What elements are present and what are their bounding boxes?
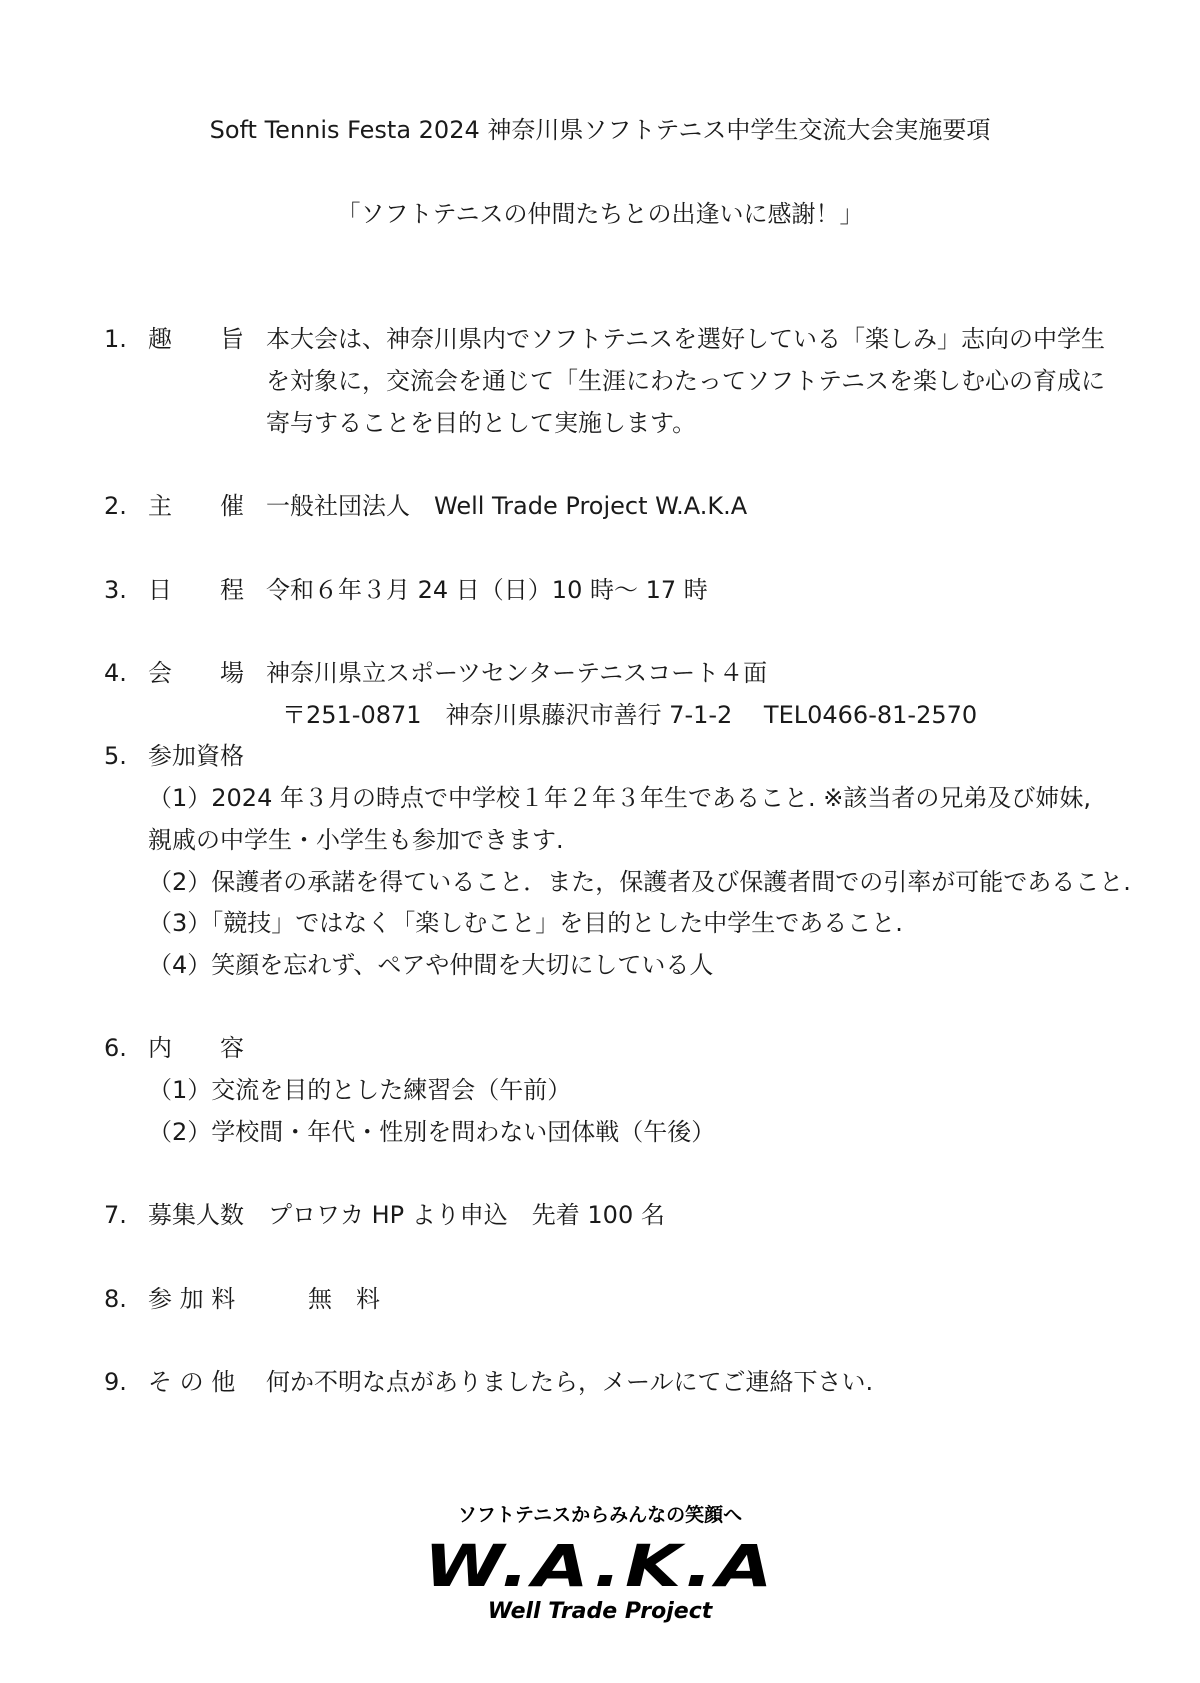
section-number: 9. [104, 1368, 127, 1396]
logo-subtitle: Well Trade Project [487, 1599, 713, 1624]
section-number: 4. [104, 659, 127, 687]
document-subtitle: 「ソフトテニスの仲間たちとの出逢いに感謝！」 [336, 200, 864, 228]
section-number: 3. [104, 576, 127, 604]
other-value: 何か不明な点がありましたら，メールにてご連絡下さい. [266, 1368, 874, 1396]
section-label-part: 容 [220, 1034, 244, 1062]
section-label-part: 日 [148, 576, 172, 604]
section-number: 8. [104, 1285, 127, 1313]
eligibility-item: （4）笑顔を忘れず、ペアや仲間を大切にしている人 [148, 951, 714, 979]
eligibility-item: （1）2024 年３月の時点で中学校１年２年３年生であること. ※該当者の兄弟及び姉妹, [148, 784, 1091, 812]
section-number: 7. [104, 1201, 127, 1229]
purpose-line: を対象に，交流会を通じて「生涯にわたってソフトテニスを楽しむ心の育成に [266, 367, 1106, 395]
contents-item: （2）学校間・年代・性別を問わない団体戦（午後） [148, 1118, 716, 1146]
section-number: 1. [104, 325, 127, 353]
fee-value: 無 料 [308, 1285, 380, 1313]
section-label: そ の 他 [148, 1368, 236, 1396]
document-title: Soft Tennis Festa 2024 神奈川県ソフトテニス中学生交流大会実施要項 [209, 116, 991, 144]
organizer-value: 一般社団法人 Well Trade Project W.A.K.A [266, 492, 748, 520]
capacity-value: プロワカ HP より申込 先着 100 名 [268, 1201, 665, 1229]
eligibility-item: 親戚の中学生・小学生も参加できます. [148, 826, 564, 854]
section-number: 5. [104, 742, 127, 770]
venue-address: 〒251-0871 神奈川県藤沢市善行 7-1-2 TEL0466-81-2570 [282, 701, 978, 729]
section-label-part: 趣 [148, 325, 172, 353]
venue-value: 神奈川県立スポーツセンターテニスコート４面 [266, 659, 768, 687]
logo-tagline: ソフトテニスからみんなの笑顔へ [457, 1504, 743, 1526]
section-label-part: 場 [220, 659, 244, 687]
section-label-part: 程 [220, 576, 244, 604]
section-label: 募集人数 [148, 1201, 244, 1229]
contents-item: （1）交流を目的とした練習会（午前） [148, 1076, 572, 1104]
section-label-part: 内 [148, 1034, 172, 1062]
eligibility-item: （2）保護者の承諾を得ていること．また，保護者及び保護者間での引率が可能であること. [148, 868, 1131, 896]
purpose-line: 寄与することを目的として実施します。 [266, 409, 697, 437]
section-number: 2. [104, 492, 127, 520]
section-label-part: 会 [148, 659, 172, 687]
section-label: 参 加 料 [148, 1285, 236, 1313]
schedule-value: 令和６年３月 24 日（日）10 時～ 17 時 [266, 576, 708, 604]
eligibility-item: （3）「競技」ではなく「楽しむこと」を目的とした中学生であること. [148, 909, 903, 937]
section-label-part: 旨 [220, 325, 244, 353]
waka-logo: W.A.K.A [423, 1532, 777, 1600]
purpose-line: 本大会は、神奈川県内でソフトテニスを選好している「楽しみ」志向の中学生 [266, 325, 1106, 353]
section-label: 参加資格 [148, 742, 244, 770]
section-number: 6. [104, 1034, 127, 1062]
section-label-part: 主 [148, 492, 172, 520]
section-label-part: 催 [220, 492, 244, 520]
